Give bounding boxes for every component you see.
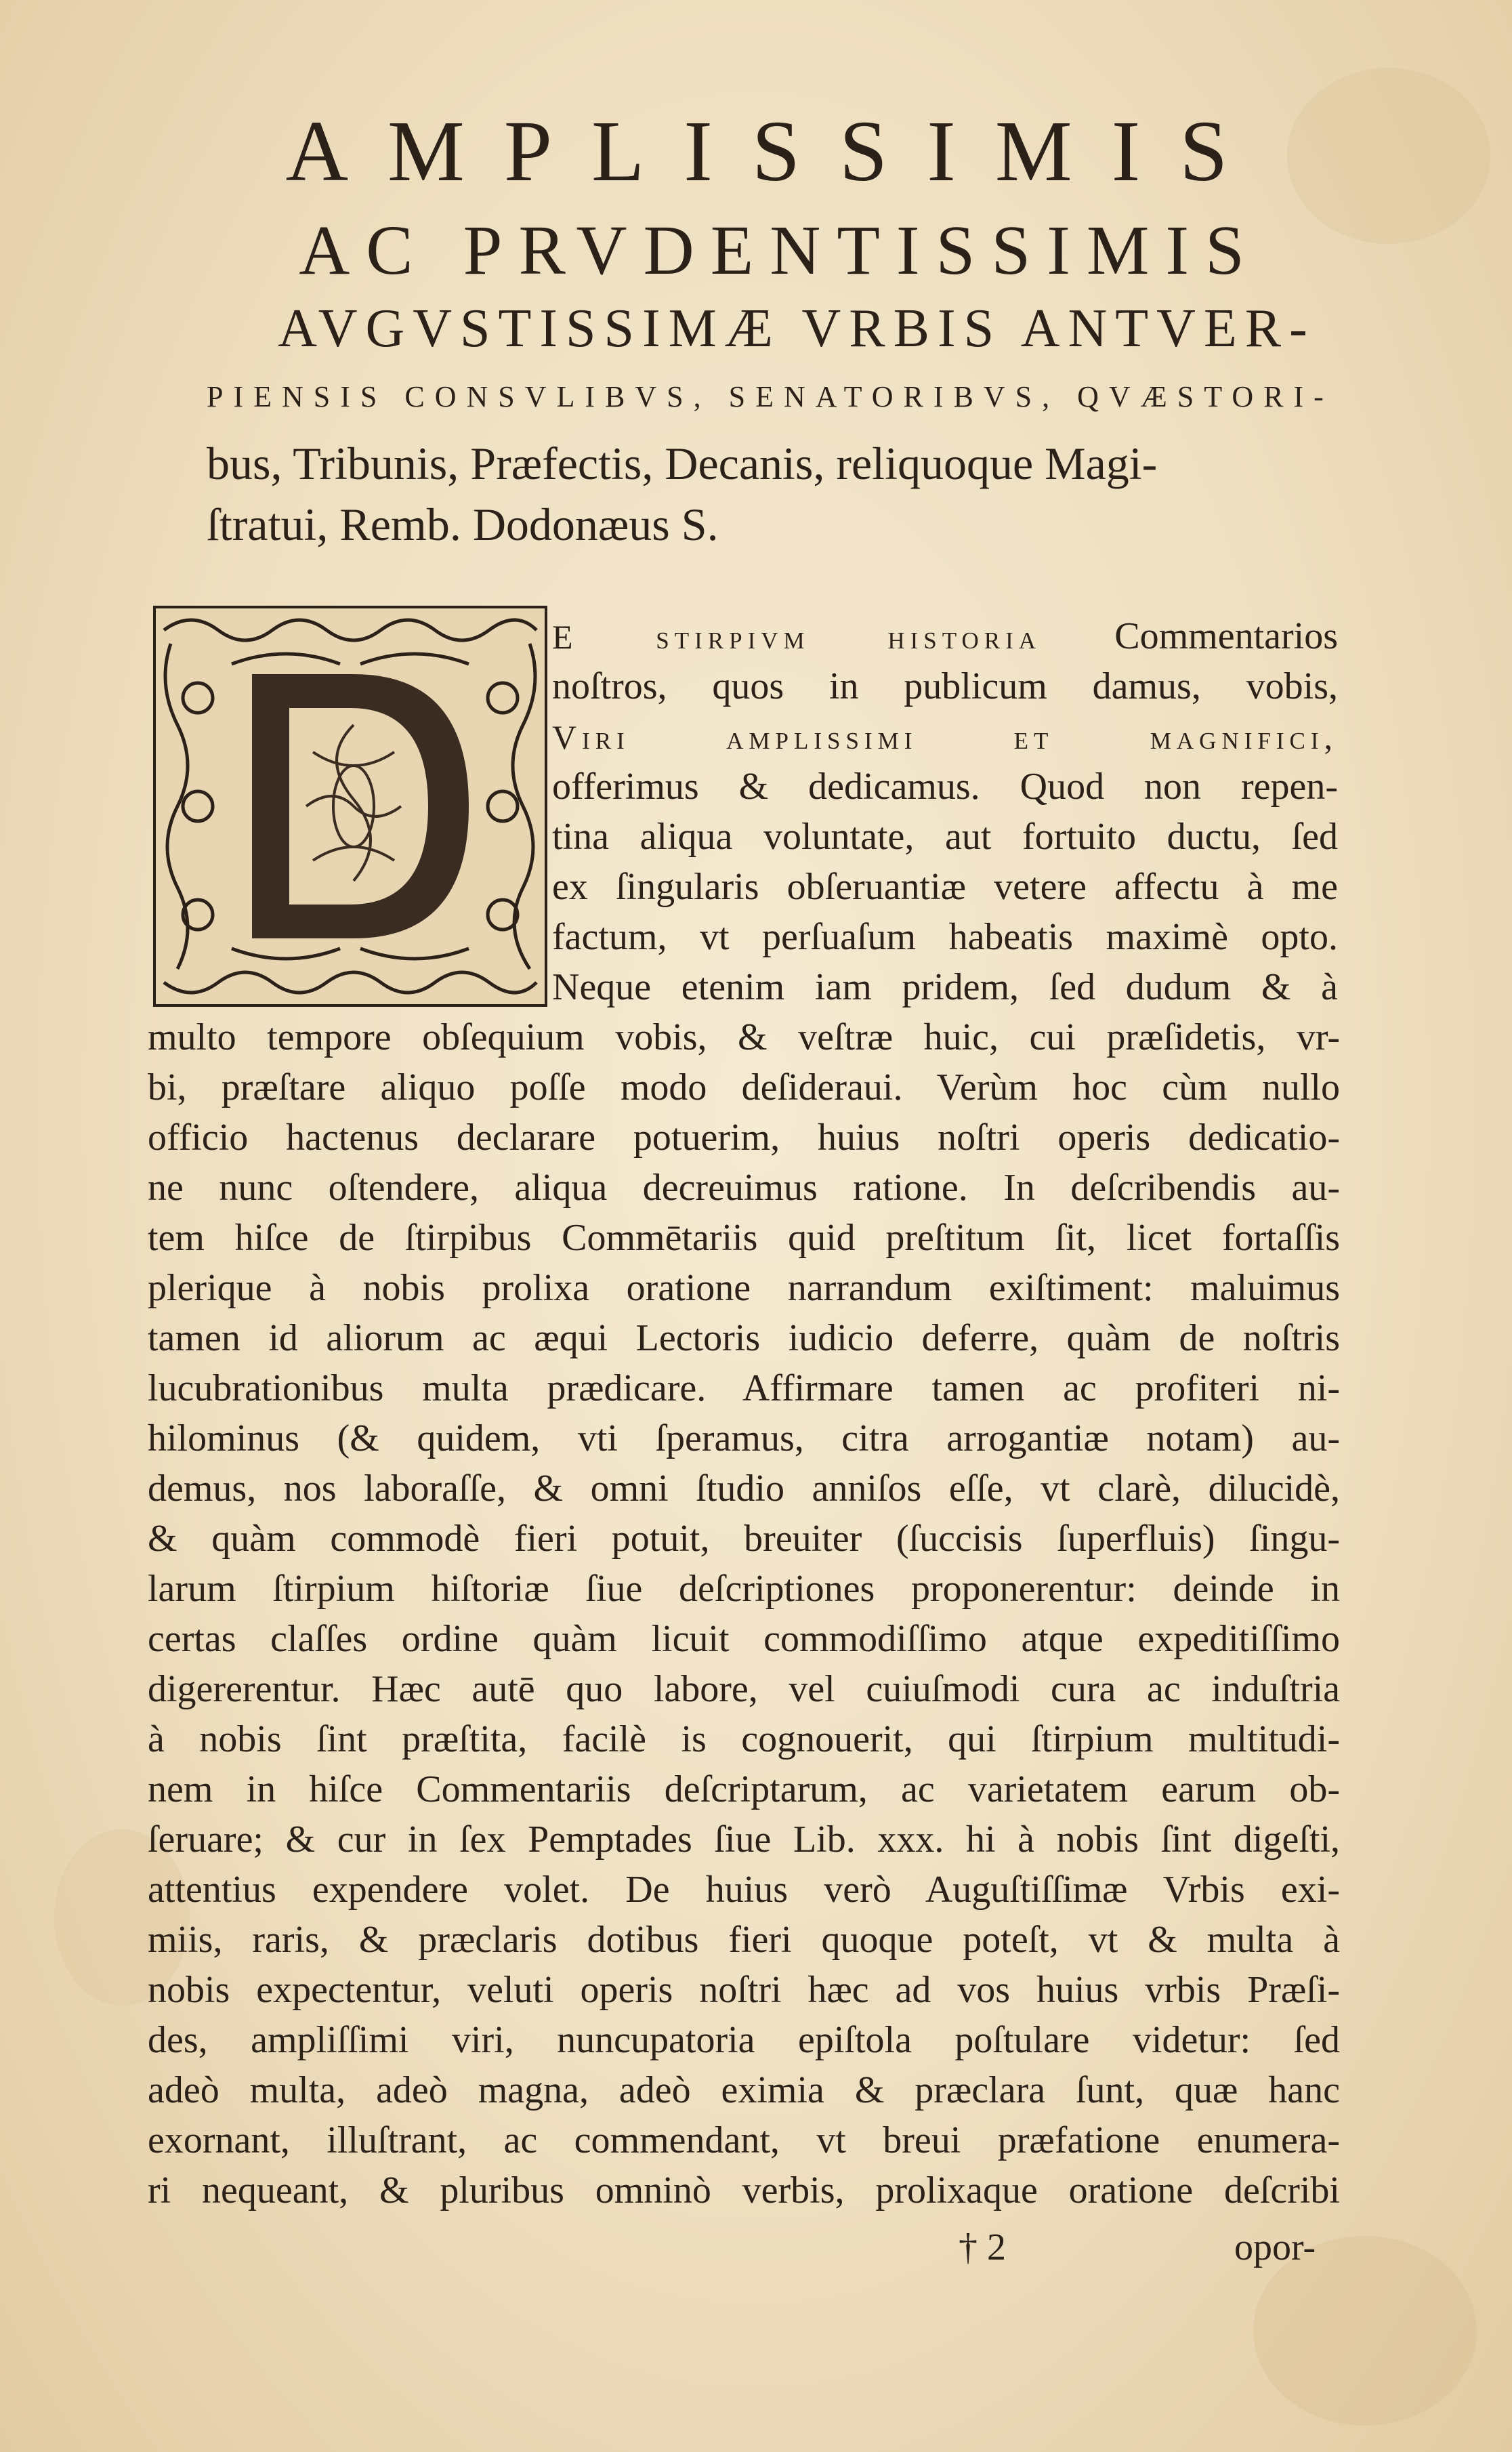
body-line: adeò multa, adeò magna, adeò eximia & præclara ſunt, quæ hanc: [148, 2069, 1340, 2111]
first-line-1: [552, 662, 1338, 711]
body-line: à nobis ſint præſtita, facilè is cognouerit, qui ſtirpium multitudi-: [148, 1718, 1340, 1760]
first-line-5: [552, 863, 1338, 911]
catchword: opor-: [1234, 2226, 1316, 2268]
body-line: attentius expendere volet. De huius verò Auguſtiſſimæ Vrbis exi-: [148, 1869, 1340, 1911]
first-line-7: [552, 963, 1338, 1012]
body-line: ne nunc oſtendere, aliqua decreuimus ratione. In deſcribendis au-: [148, 1167, 1340, 1209]
body-line: plerique à nobis prolixa oratione narrandum exiſtiment: maluimus: [148, 1267, 1340, 1309]
body-line: multo tempore obſequium vobis, & veſtræ huic, cui præſidetis, vr-: [148, 1016, 1340, 1058]
line-text: noſtros, quos in publicum damus, vobis,: [552, 665, 1338, 707]
body-line: digererentur. Hæc autē quo labore, vel cuiuſmodi cura ac induſtria: [148, 1668, 1340, 1710]
title-line-1: AMPLISSIMIS: [285, 103, 1267, 199]
body-line: hilominus (& quidem, vti ſperamus, citra arrogantiæ notam) au-: [148, 1417, 1340, 1459]
line-text: tina aliqua voluntate, aut fortuito ductu, ſed: [552, 816, 1338, 858]
page-footer: [0, 2226, 1512, 2280]
body-line: & quàm commodè fieri potuit, breuiter (ſuccisis ſuperfluis) ſingu-: [148, 1518, 1340, 1560]
line-text: offerimus & dedicamus. Quod non repen-: [552, 766, 1338, 808]
body-line: ſeruare; & cur in ſex Pemptades ſiue Lib. xxx. hi à nobis ſint digeſti,: [148, 1819, 1340, 1861]
line-text: Neque etenim iam pridem, ſed dudum & à: [552, 966, 1338, 1008]
body-line: tem hiſce de ſtirpibus Commētariis quid preſtitum ſit, licet fortaſſis: [148, 1217, 1340, 1259]
small-caps-text: E stirpivm historia: [552, 618, 1042, 656]
first-line-3: [552, 762, 1338, 811]
body-line: officio hactenus declarare potuerim, huius noſtri operis dedicatio-: [148, 1117, 1340, 1159]
line-text: ex ſingularis obſeruantiæ vetere affectu à me: [552, 866, 1338, 908]
title-line-5: bus, Tribunis, Præfectis, Decanis, reliquoque Magi-: [207, 438, 1158, 489]
body-line: demus, nos laboraſſe, & omni ſtudio anniſos eſſe, vt clarè, dilucidè,: [148, 1468, 1340, 1510]
body-line: certas claſſes ordine quàm licuit commodiſſimo atque expeditiſſimo: [148, 1618, 1340, 1660]
body-line: miis, raris, & præclaris dotibus fieri quoque poteſt, vt & multa à: [148, 1919, 1340, 1961]
title-line-4: PIENSIS CONSVLIBVS, SENATORIBVS, QVÆSTORI-: [207, 380, 1334, 413]
body-line: exornant, illuſtrant, ac commendant, vt breui præfatione enumera-: [148, 2119, 1340, 2161]
body-line: tamen id aliorum ac æqui Lectoris iudicio deferre, quàm de noſtris: [148, 1317, 1340, 1359]
line-text: factum, vt perſuaſum habeatis maximè opto.: [552, 916, 1338, 958]
body-line: larum ſtirpium hiſtoriæ ſiue deſcriptiones proponerentur: deinde in: [148, 1568, 1340, 1610]
body-line: bi, præſtare aliquo poſſe modo deſideraui. Verùm hoc cùm nullo: [148, 1066, 1340, 1108]
body-line: nem in hiſce Commentariis deſcriptarum, ac varietatem earum ob-: [148, 1768, 1340, 1810]
first-line-2: [552, 712, 1338, 762]
body-line: lucubrationibus multa prædicare. Affirmare tamen ac profiteri ni-: [148, 1367, 1340, 1409]
small-caps-text: Viri amplissimi et magnifici,: [552, 718, 1338, 756]
first-line-4: [552, 812, 1338, 861]
title-line-6: ſtratui, Remb. Dodonæus S.: [207, 499, 719, 550]
title-line-3: AVGVSTISSIMÆ VRBIS ANTVER-: [278, 299, 1316, 358]
body-line: nobis expectentur, veluti operis noſtri hæc ad vos huius vrbis Præſi-: [148, 1969, 1340, 2011]
signature-mark: † 2: [959, 2226, 1006, 2268]
decorated-initial-d: [150, 603, 550, 1010]
body-line: des, ampliſſimi viri, nuncupatoria epiſtola poſtulare videtur: ſed: [148, 2019, 1340, 2061]
body-line: ri nequeant, & pluribus omninò verbis, prolixaque oratione deſcribi: [148, 2169, 1340, 2211]
line-text: Commentarios: [1041, 615, 1338, 657]
first-line-0: [552, 612, 1338, 661]
title-line-2: AC PRVDENTISSIMIS: [299, 211, 1261, 289]
first-line-6: [552, 913, 1338, 961]
